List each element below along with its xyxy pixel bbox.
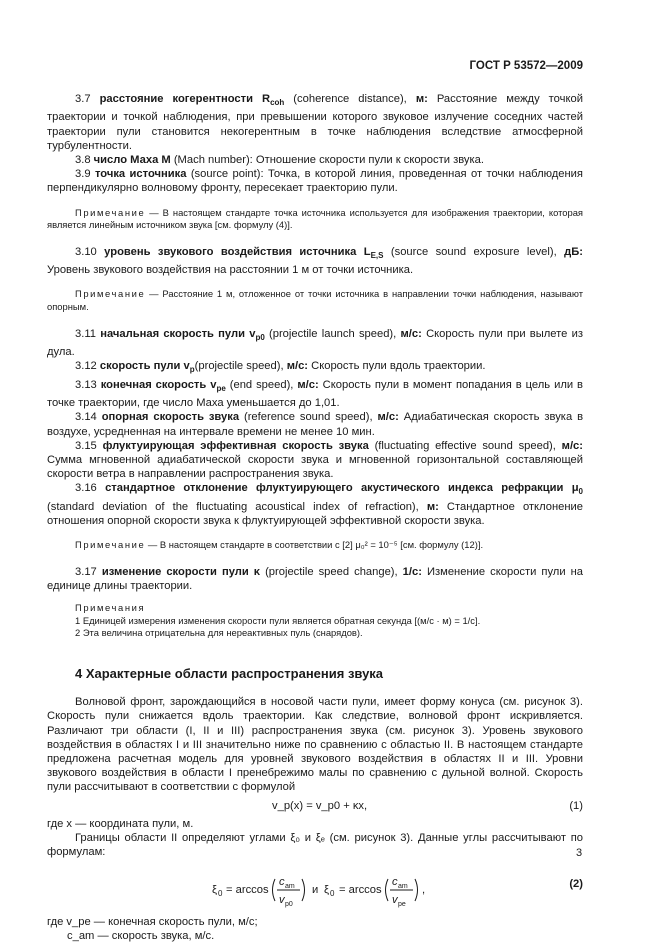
- definition-3-13: 3.13 конечная скорость $v_{pe}$ (end speed), м/с: Скорость пули в момент попадания в цель или в точке траектории, где число Маха уменьшается до 1,01.: [47, 378, 583, 410]
- svg-text:c: c: [392, 876, 398, 889]
- definition-3-16: 3.16 стандартное отклонение флуктуирующего акустического индекса рефракции $\mu_0$ (standard deviation of the fluctuating acoustical index of refraction), м: Стандартное отклонение отношения опорной скорости звука к флуктуирующей эффективной скорости звука.: [47, 482, 583, 528]
- formula-1: [47, 795, 583, 817]
- note-1: Примечание — В настоящем стандарте точка источника используется для изображения траектории, которая является линейным источником звука [см. формулу (4)].: [47, 206, 583, 231]
- standard-header: ГОСТ Р 53572—2009: [469, 60, 583, 72]
- formula-2-number: (2): [569, 878, 583, 891]
- svg-text:am: am: [285, 883, 295, 891]
- notes-label: Примечания: [75, 602, 146, 614]
- definition-3-8: 3.8 число Маха M (Mach number): Отношение скорости пули к скорости звука.: [75, 154, 484, 167]
- svg-text:,: ,: [422, 884, 426, 897]
- svg-text:0: 0: [330, 889, 335, 899]
- note-item-2: 2 Эта величина отрицательна для нереактивных пуль (снарядов).: [75, 627, 363, 639]
- svg-text:v: v: [392, 894, 398, 907]
- svg-text:am: am: [398, 883, 408, 891]
- definition-3-14: 3.14 опорная скорость звука (reference sound speed), м/с: Адиабатическая скорость звука в воздухе, усредненная на интервале времени не менее 10 мин.: [47, 411, 584, 438]
- definition-3-11: 3.11 начальная скорость пули $v_{p0}$ (projectile launch speed), м/с: Скорость пули при вылете из дула.: [47, 327, 583, 359]
- definition-3-7: 3.7 расстояние когерентности $R_{coh}$ (coherence distance), м: Расстояние между точкой траектории и точкой наблюдения, при превышении которого звуковое излучение соседних частей траектории пули становится некогерентным в точке наблюдения вследствие атмосферной турбулентности.: [47, 93, 583, 152]
- section-title: 4 Характерные области распространения звука: [75, 666, 384, 682]
- definition-3-9: 3.9 точка источника (source point): Точка, в которой линия, проведенная от точки наблюдения перпендикулярно волновому фронту, пересекает траекторию пули.: [47, 168, 583, 195]
- formula-2-expression: [212, 863, 462, 915]
- formula-2-legend-1: где v_pe — конечная скорость пули, м/с;: [47, 916, 258, 929]
- definition-3-12: 3.12 скорость пули $v_p(projectile$ speed), м/с: Скорость пули вдоль траектории.: [75, 360, 486, 375]
- formula-1-expression: v_p(x) = v_p0 + κx,: [272, 799, 368, 812]
- definition-3-15: 3.15 флуктуирующая эффективная скорость звука (fluctuating effective sound speed), м/с: Сумма мгновенной адиабатической скорости звука и мгновенной горизонтальной составляющей скорости ветра в направлении распространения звука.: [47, 439, 584, 481]
- svg-text:= arccos: = arccos: [339, 884, 382, 897]
- svg-text:= arccos: = arccos: [226, 884, 269, 897]
- note-3: Примечание — В настоящем стандарте в соответствии с [2] μ₀² = 10⁻⁵ [см. формулу (12)].: [75, 539, 484, 551]
- note-2: Примечание — Расстояние 1 м, отложенное от точки источника в направлении точки наблюдения, называют опорным.: [47, 288, 583, 313]
- svg-text:ξ: ξ: [212, 884, 218, 897]
- svg-text:и: и: [312, 884, 319, 897]
- svg-text:c: c: [279, 876, 285, 889]
- page-number: 3: [576, 847, 583, 859]
- svg-text:pe: pe: [398, 901, 406, 909]
- formula-1-legend: где x — координата пули, м.: [47, 817, 194, 830]
- formula-2-legend-2: c_am — скорость звука, м/с.: [67, 930, 215, 943]
- svg-text:0: 0: [218, 889, 223, 899]
- document-body: [47, 92, 583, 944]
- svg-text:v: v: [279, 894, 285, 907]
- notes-block: [47, 602, 583, 640]
- formula-1-number: (1): [569, 799, 583, 812]
- note-item-1: 1 Единицей измерения изменения скорости пули является обратная секунда [(м/с · м) = 1/с].: [75, 614, 481, 626]
- section-paragraph-2: Границы области II определяют углами ξ₀ и ξₑ (см. рисунок 3). Данные углы рассчитывают по формулам:: [47, 831, 583, 859]
- definition-3-17: 3.17 изменение скорости пули κ (projectile speed change), 1/с: Изменение скорости пули на единице длины траектории.: [47, 565, 584, 593]
- svg-text:p0: p0: [285, 901, 293, 909]
- section-paragraph-1: Волновой фронт, зарождающийся в носовой части пули, имеет форму конуса (см. рисунок 3). Скорость пули снижается вдоль траектории. Как следствие, волновой фронт искривляется. Различают три области (I, II и III) распространения звука (см. рисунок 3). Уровень звукового воздействия в областях I и III значительно ниже по сравнению с областью II. В настоящем стандарте предложена расчетная модель для уровней звукового воздействия в областях II и III. Уровни звукового воздействия в области I пренебрежимо малы по сравнению с дульной волной. Скорость пули рассчитывают в соответствии с формулой: [47, 696, 583, 794]
- svg-text:ξ: ξ: [324, 884, 330, 897]
- formula-2: [47, 863, 583, 915]
- definition-3-10: 3.10 уровень звукового воздействия источника $L_{E,S}$ (source sound exposure level), дБ: Уровень звукового воздействия на расстоянии 1 м от точки источника.: [47, 245, 583, 277]
